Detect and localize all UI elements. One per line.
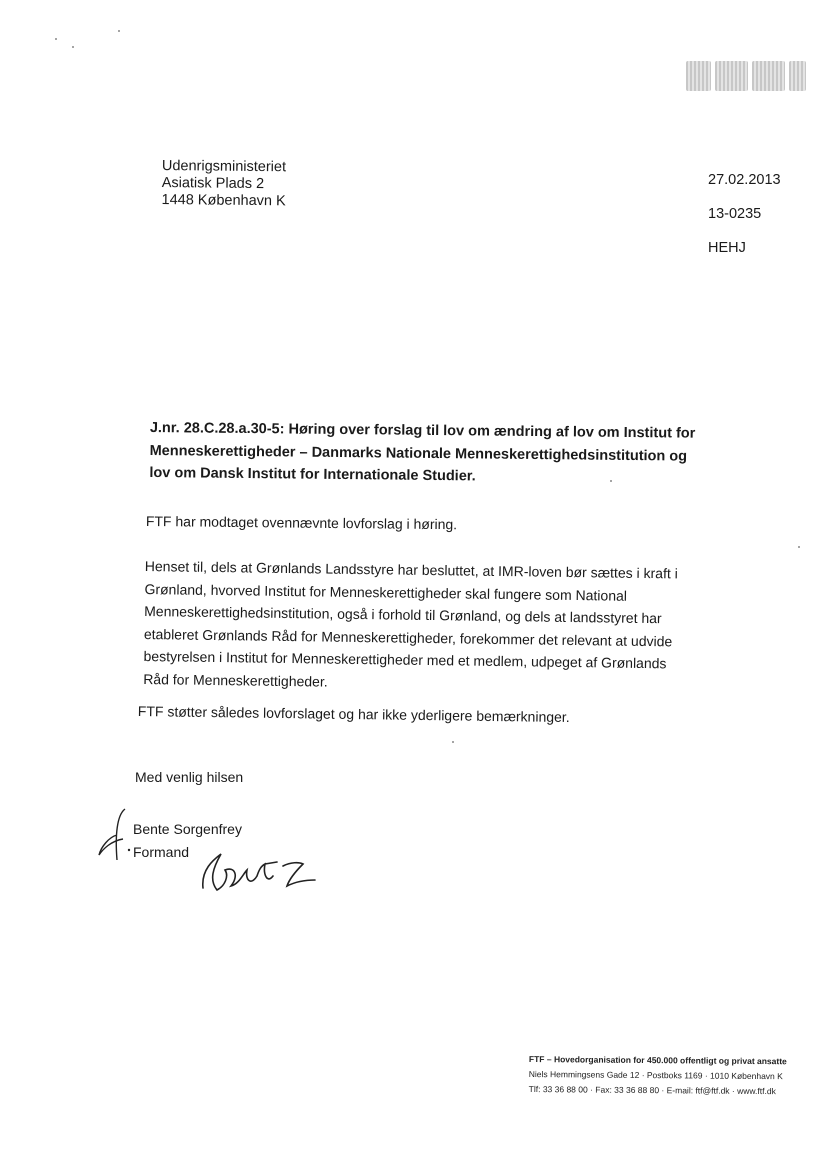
- paragraph-conclusion: FTF støtter således lovforslaget og har ikke yderligere bemærkninger.: [137, 702, 570, 726]
- footer-address: Niels Hemmingsens Gade 12 · Postboks 1169 · 1010 København K: [528, 1068, 783, 1082]
- scan-speck: [798, 546, 800, 548]
- scan-speck: [452, 741, 454, 743]
- letter-date: 27.02.2013: [708, 172, 781, 188]
- letter-meta: [708, 172, 781, 274]
- signer-name: Bente Sorgenfrey: [133, 821, 242, 837]
- page-footer: [529, 1052, 789, 1099]
- recipient-street: Asiatisk Plads 2: [161, 174, 265, 193]
- scan-speck: [72, 46, 74, 48]
- scan-speck: [118, 30, 120, 32]
- initial-signature-mark: [95, 805, 135, 865]
- author-initials: HEHJ: [708, 240, 746, 256]
- footer-org: FTF – Hovedorganisation for 450.000 offentligt og privat ansatte: [528, 1053, 787, 1067]
- scan-speck: [55, 38, 57, 40]
- ftf-logo-stamp: [686, 58, 806, 94]
- signer-title: Formand: [133, 844, 190, 860]
- recipient-name: Udenrigsministeriet: [161, 158, 287, 176]
- subject-heading: J.nr. 28.C.28.a.30-5: Høring over forslag til lov om ændring af lov om Institut for Menneskerettigheder – Danmarks Nationale Menneskerettighedsinstitution og lov om Dansk Institut for Internationale Studier.: [149, 419, 696, 485]
- reference-number: 13-0235: [708, 206, 762, 222]
- recipient-address: [161, 158, 286, 210]
- recipient-city: 1448 København K: [161, 191, 286, 210]
- footer-contact: Tlf: 33 36 88 00 · Fax: 33 36 88 80 · E-mail: ftf@ftf.dk · www.ftf.dk: [528, 1083, 776, 1097]
- paragraph-intro: FTF har modtaget ovennævnte lovforslag i høring.: [145, 512, 458, 533]
- handwritten-signature: [195, 840, 325, 900]
- closing-greeting: Med venlig hilsen: [135, 769, 244, 785]
- paragraph-body: Henset til, dels at Grønlands Landsstyre har besluttet, at IMR-loven bør sættes i kraft i Grønland, hvorved Institut for Menneskerettigheder skal fungere som National Menneskerettighedsinstitution, også i forhold til Grønland, og dels at landsstyret har etableret Grønlands Råd for Menneskerettigheder, forekommer det relevant at udvide bestyrelsen i Institut for Menneskerettigheder med et medlem, udpeget af Grønlands Råd for Menneskerettigheder.: [143, 557, 678, 690]
